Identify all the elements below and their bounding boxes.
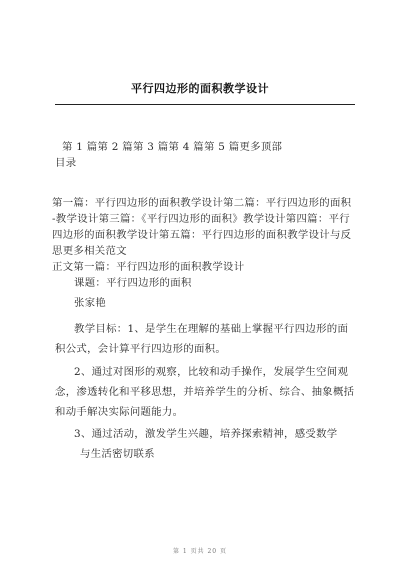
paragraph-line: 与生活密切联系 <box>80 448 155 460</box>
main-heading: 正文第一篇：平行四边形的面积教学设计 <box>52 261 245 273</box>
paragraph-line: 3、通过活动，激发学生兴趣，培养探索精神，感受数学 <box>74 428 338 440</box>
paragraph-line: 2、通过对图形的观察，比较和动手操作，发展学生空间观 <box>74 366 349 378</box>
paragraph-line: 和动手解决实际问题能力。 <box>55 406 184 418</box>
page-footer: 第 1 页共 20 页 <box>172 548 228 555</box>
toc-links[interactable]: 第 1 篇第 2 篇第 3 篇第 4 篇第 5 篇更多顶部 <box>62 141 283 153</box>
toc-line: 第一篇：平行四边形的面积教学设计第二篇：平行四边形的面积 <box>52 197 352 209</box>
paragraph-line: 教学目标：1、是学生在理解的基础上掌握平行四边形的面 <box>74 323 349 335</box>
toc-line: 四边形的面积教学设计第五篇：平行四边形的面积教学设计与反 <box>52 229 352 241</box>
toc-line: -教学设计第三篇：《平行四边形的面积》教学设计第四篇：平行 <box>52 213 350 225</box>
paragraph-line: 积公式，会计算平行四边形的面积。 <box>55 343 227 355</box>
document-title: 平行四边形的面积教学设计 <box>131 82 269 95</box>
paragraph-line: 念，渗透转化和平移思想，并培养学生的分析、综合、抽象概括 <box>55 386 355 398</box>
toc-line: 思更多相关范文 <box>52 245 127 257</box>
title-divider <box>55 104 355 105</box>
toc-heading: 目录 <box>55 157 77 169</box>
author-name: 张家艳 <box>74 297 107 309</box>
lesson-title: 课题：平行四边形的面积 <box>74 277 192 289</box>
